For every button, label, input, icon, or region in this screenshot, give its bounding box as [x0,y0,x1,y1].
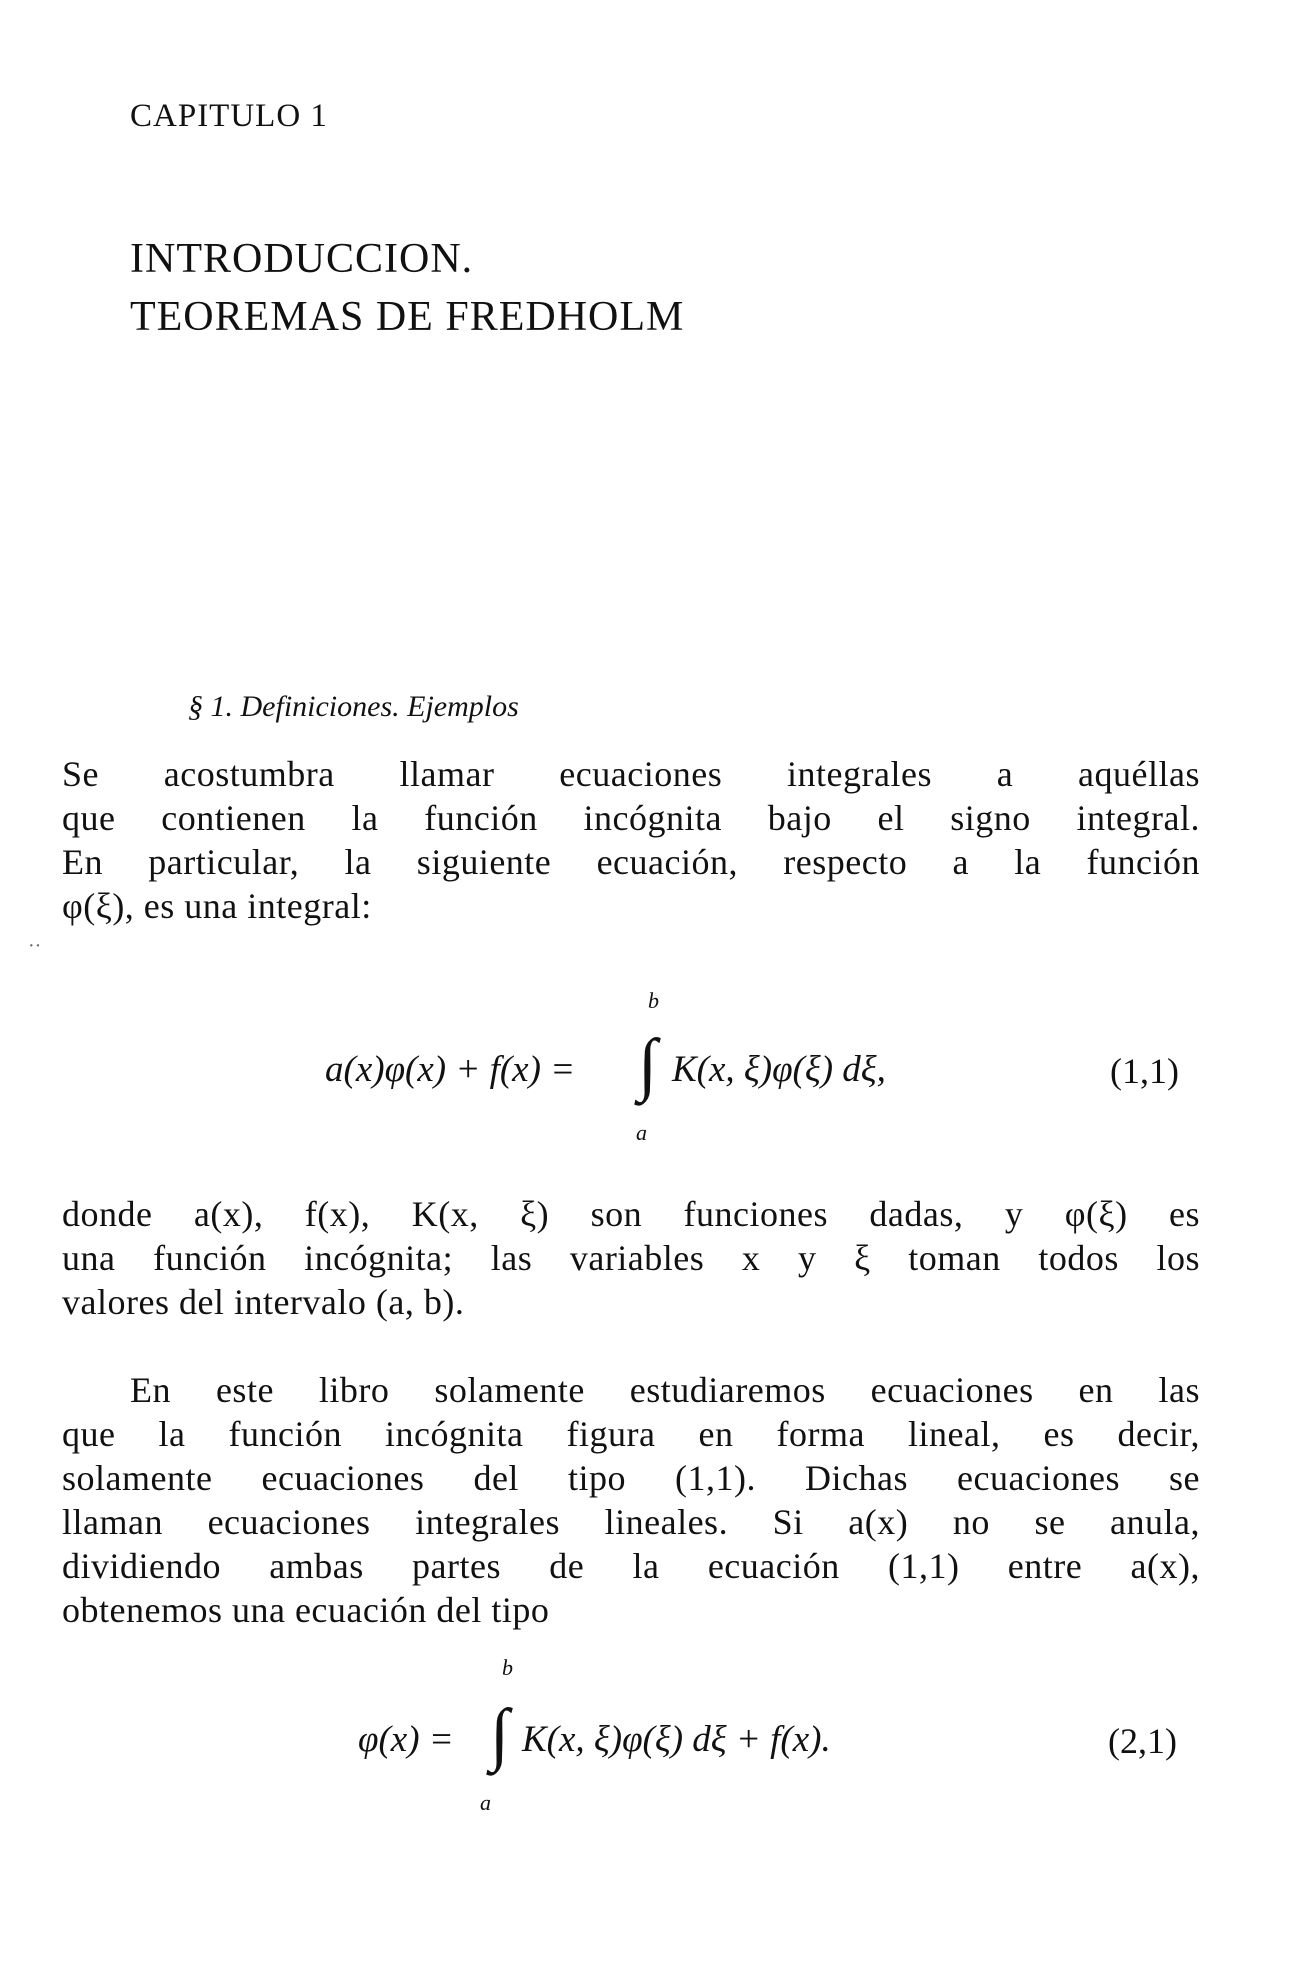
paragraph-line: que contienen la función incógnita bajo el signo integral. [62,798,1200,838]
chapter-label: CAPITULO 1 [130,98,328,134]
eq1-number: (1,1) [1110,1051,1179,1091]
paragraph-line: solamente ecuaciones del tipo (1,1). Dichas ecuaciones se [62,1458,1200,1498]
paragraph-line: En particular, la siguiente ecuación, respecto a la función [62,842,1200,882]
paragraph-line: que la función incógnita figura en forma lineal, es decir, [62,1414,1200,1454]
paragraph-2 [62,1192,1200,1324]
paragraph-line: φ(ξ), es una integral: [62,886,372,926]
paragraph-line: valores del intervalo (a, b). [62,1282,465,1322]
section-heading: § 1. Definiciones. Ejemplos [188,690,519,723]
paragraph-3 [62,1368,1200,1632]
eq1-upper-limit: b [648,988,659,1013]
eq2-upper-limit: b [502,1655,513,1680]
eq1-integrand: K(x, ξ)φ(ξ) dξ, [672,1049,886,1090]
paragraph-line: donde a(x), f(x), K(x, ξ) son funciones dadas, y φ(ξ) es [62,1194,1200,1234]
eq2-number: (2,1) [1108,1721,1177,1761]
chapter-title [130,230,684,346]
paragraph-line: Se acostumbra llamar ecuaciones integrales a aquéllas [62,754,1200,794]
eq2-lower-limit: a [480,1790,491,1815]
paragraph-1 [62,752,1200,928]
eq1-integral-sign: ∫ [638,1026,658,1103]
paragraph-line: llaman ecuaciones integrales lineales. Si a(x) no se anula, [62,1502,1200,1542]
paragraph-line: obtenemos una ecuación del tipo [62,1590,550,1630]
eq2-lhs: φ(x) = [358,1719,454,1760]
chapter-title-line-2: TEOREMAS DE FREDHOLM [130,294,685,340]
paragraph-line: dividiendo ambas partes de la ecuación (1,1) entre a(x), [62,1546,1200,1586]
paragraph-line: En este libro solamente estudiaremos ecuaciones en las [130,1370,1200,1410]
paragraph-line: una función incógnita; las variables x y ξ toman todos los [62,1238,1200,1278]
eq1-lhs: a(x)φ(x) + f(x) = [325,1049,576,1090]
scan-artifact-dots: ·· [28,935,42,957]
eq1-lower-limit: a [636,1120,647,1145]
chapter-title-line-1: INTRODUCCION. [130,236,474,282]
eq2-integral-sign: ∫ [490,1696,510,1773]
eq2-integrand: K(x, ξ)φ(ξ) dξ + f(x). [522,1719,831,1760]
